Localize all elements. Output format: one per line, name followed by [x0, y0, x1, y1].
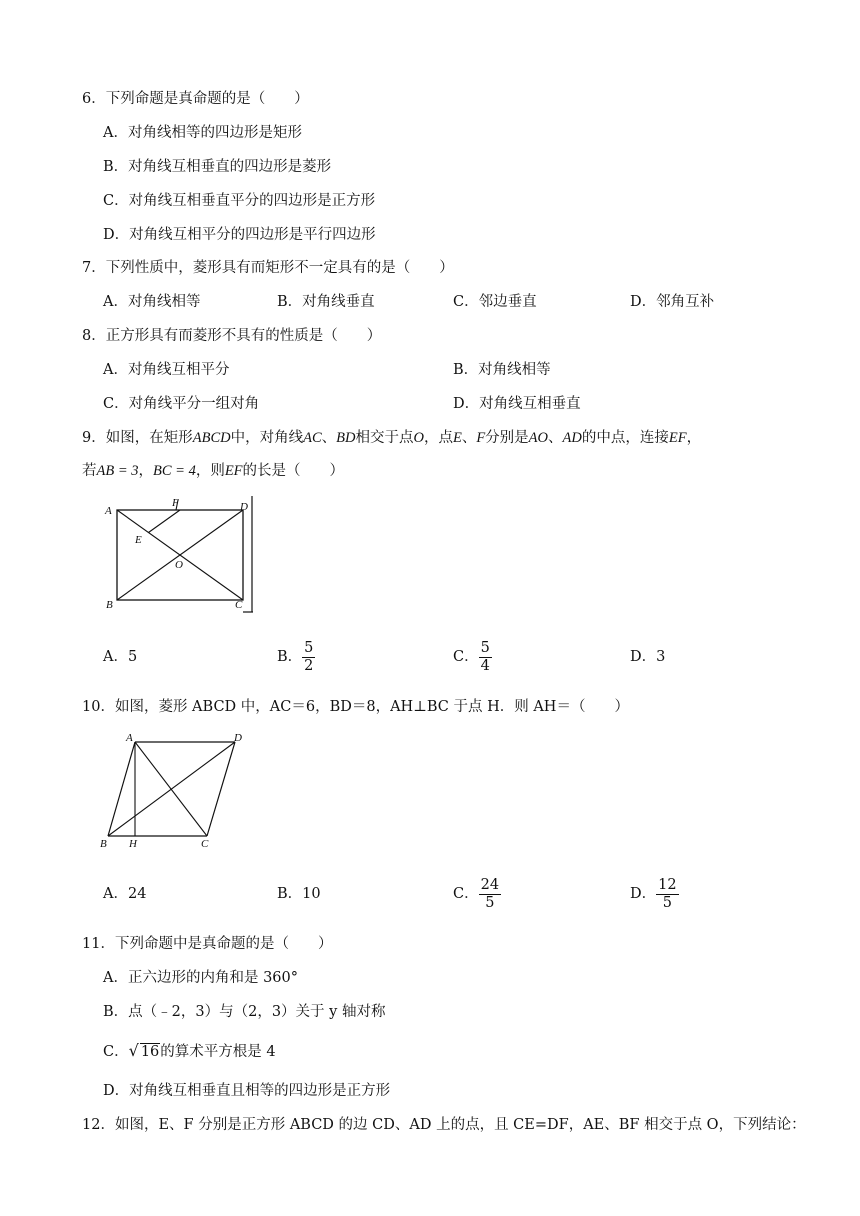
q8-stem: 8．正方形具有而菱形不具有的性质是（ ） — [82, 328, 382, 344]
q6-option-b: B．对角线互相垂直的四边形是菱形 — [103, 159, 332, 175]
q10-option-d: D． $\frac{12}{5}$ — [630, 876, 677, 911]
q10-option-c: C． $\frac{24}{5}$ — [453, 876, 500, 911]
q8-option-a: A．对角线互相平分 — [103, 362, 230, 378]
q9-option-c: C． $\frac{5}{4}$ — [453, 639, 490, 674]
q7-stem: 7．下列性质中，菱形具有而矩形不一定具有的是（ ） — [82, 260, 454, 276]
q11-option-c: C．√ 16的算术平方根是 4 — [103, 1041, 276, 1060]
q10-label-d: D — [234, 732, 242, 744]
q7-option-b: B．对角线垂直 — [277, 294, 375, 310]
q7-option-a: A．对角线相等 — [103, 294, 201, 310]
q6-stem: 6．下列命题是真命题的是（ ） — [82, 91, 309, 107]
q6-option-d: D．对角线互相平分的四边形是平行四边形 — [103, 227, 376, 243]
q10-label-c: C — [201, 838, 209, 848]
q6-option-a: A．对角线相等的四边形是矩形 — [103, 125, 302, 141]
q9-label-d: D — [240, 501, 248, 513]
q10-label-a: A — [126, 732, 133, 744]
q9-stem-line2: 若AB = 3，BC = 4，则EF的长是（ ） — [82, 463, 345, 479]
q10-option-b: B．10 — [277, 886, 321, 902]
q9-label-e: E — [135, 534, 142, 546]
q9-label-c: C — [235, 599, 243, 611]
q9-label-f: F — [172, 497, 179, 509]
q8-option-b: B．对角线相等 — [453, 362, 551, 378]
q11-stem: 11．下列命题中是真命题的是（ ） — [82, 936, 333, 952]
q10-rhombus-figure — [95, 728, 255, 848]
q8-option-d: D．对角线互相垂直 — [453, 396, 581, 412]
q11-option-a: A．正六边形的内角和是 360° — [103, 970, 299, 986]
q11-option-d: D．对角线互相垂直且相等的四边形是正方形 — [103, 1083, 391, 1099]
q11-option-b: B．点（﹣2，3）与（2，3）关于 y 轴对称 — [103, 1004, 386, 1020]
q9-stem-line1: 9．如图，在矩形ABCD中，对角线AC、BD相交于点O，点E、F分别是AO、AD的中点，连接EF， — [82, 430, 702, 446]
q9-label-a: A — [105, 505, 112, 517]
q8-option-c: C．对角线平分一组对角 — [103, 396, 260, 412]
q12-stem: 12．如图，E、F 分别是正方形 ABCD 的边 CD、AD 上的点，且 CE=DF，AE、BF 相交于点 O，下列结论： — [82, 1117, 806, 1133]
q6-option-c: C．对角线互相垂直平分的四边形是正方形 — [103, 193, 376, 209]
q9-option-a: A．5 — [103, 649, 138, 665]
q10-option-a: A．24 — [103, 886, 147, 902]
q10-stem: 10．如图，菱形 ABCD 中，AC＝6，BD＝8，AH⊥BC 于点 H．则 AH＝（ ） — [82, 699, 629, 715]
q9-rectangle-figure — [100, 492, 270, 622]
q7-option-c: C．邻边垂直 — [453, 294, 537, 310]
q10-label-b: B — [100, 838, 107, 848]
q11-radicand: 16 — [140, 1044, 160, 1060]
q9-option-b: B． $\frac{5}{2}$ — [277, 639, 314, 674]
q9-label-b: B — [106, 599, 113, 611]
q10-label-h: H — [129, 838, 137, 848]
q7-option-d: D．邻角互补 — [630, 294, 715, 310]
q9-option-d: D．3 — [630, 649, 666, 665]
q9-label-o: O — [175, 559, 183, 571]
